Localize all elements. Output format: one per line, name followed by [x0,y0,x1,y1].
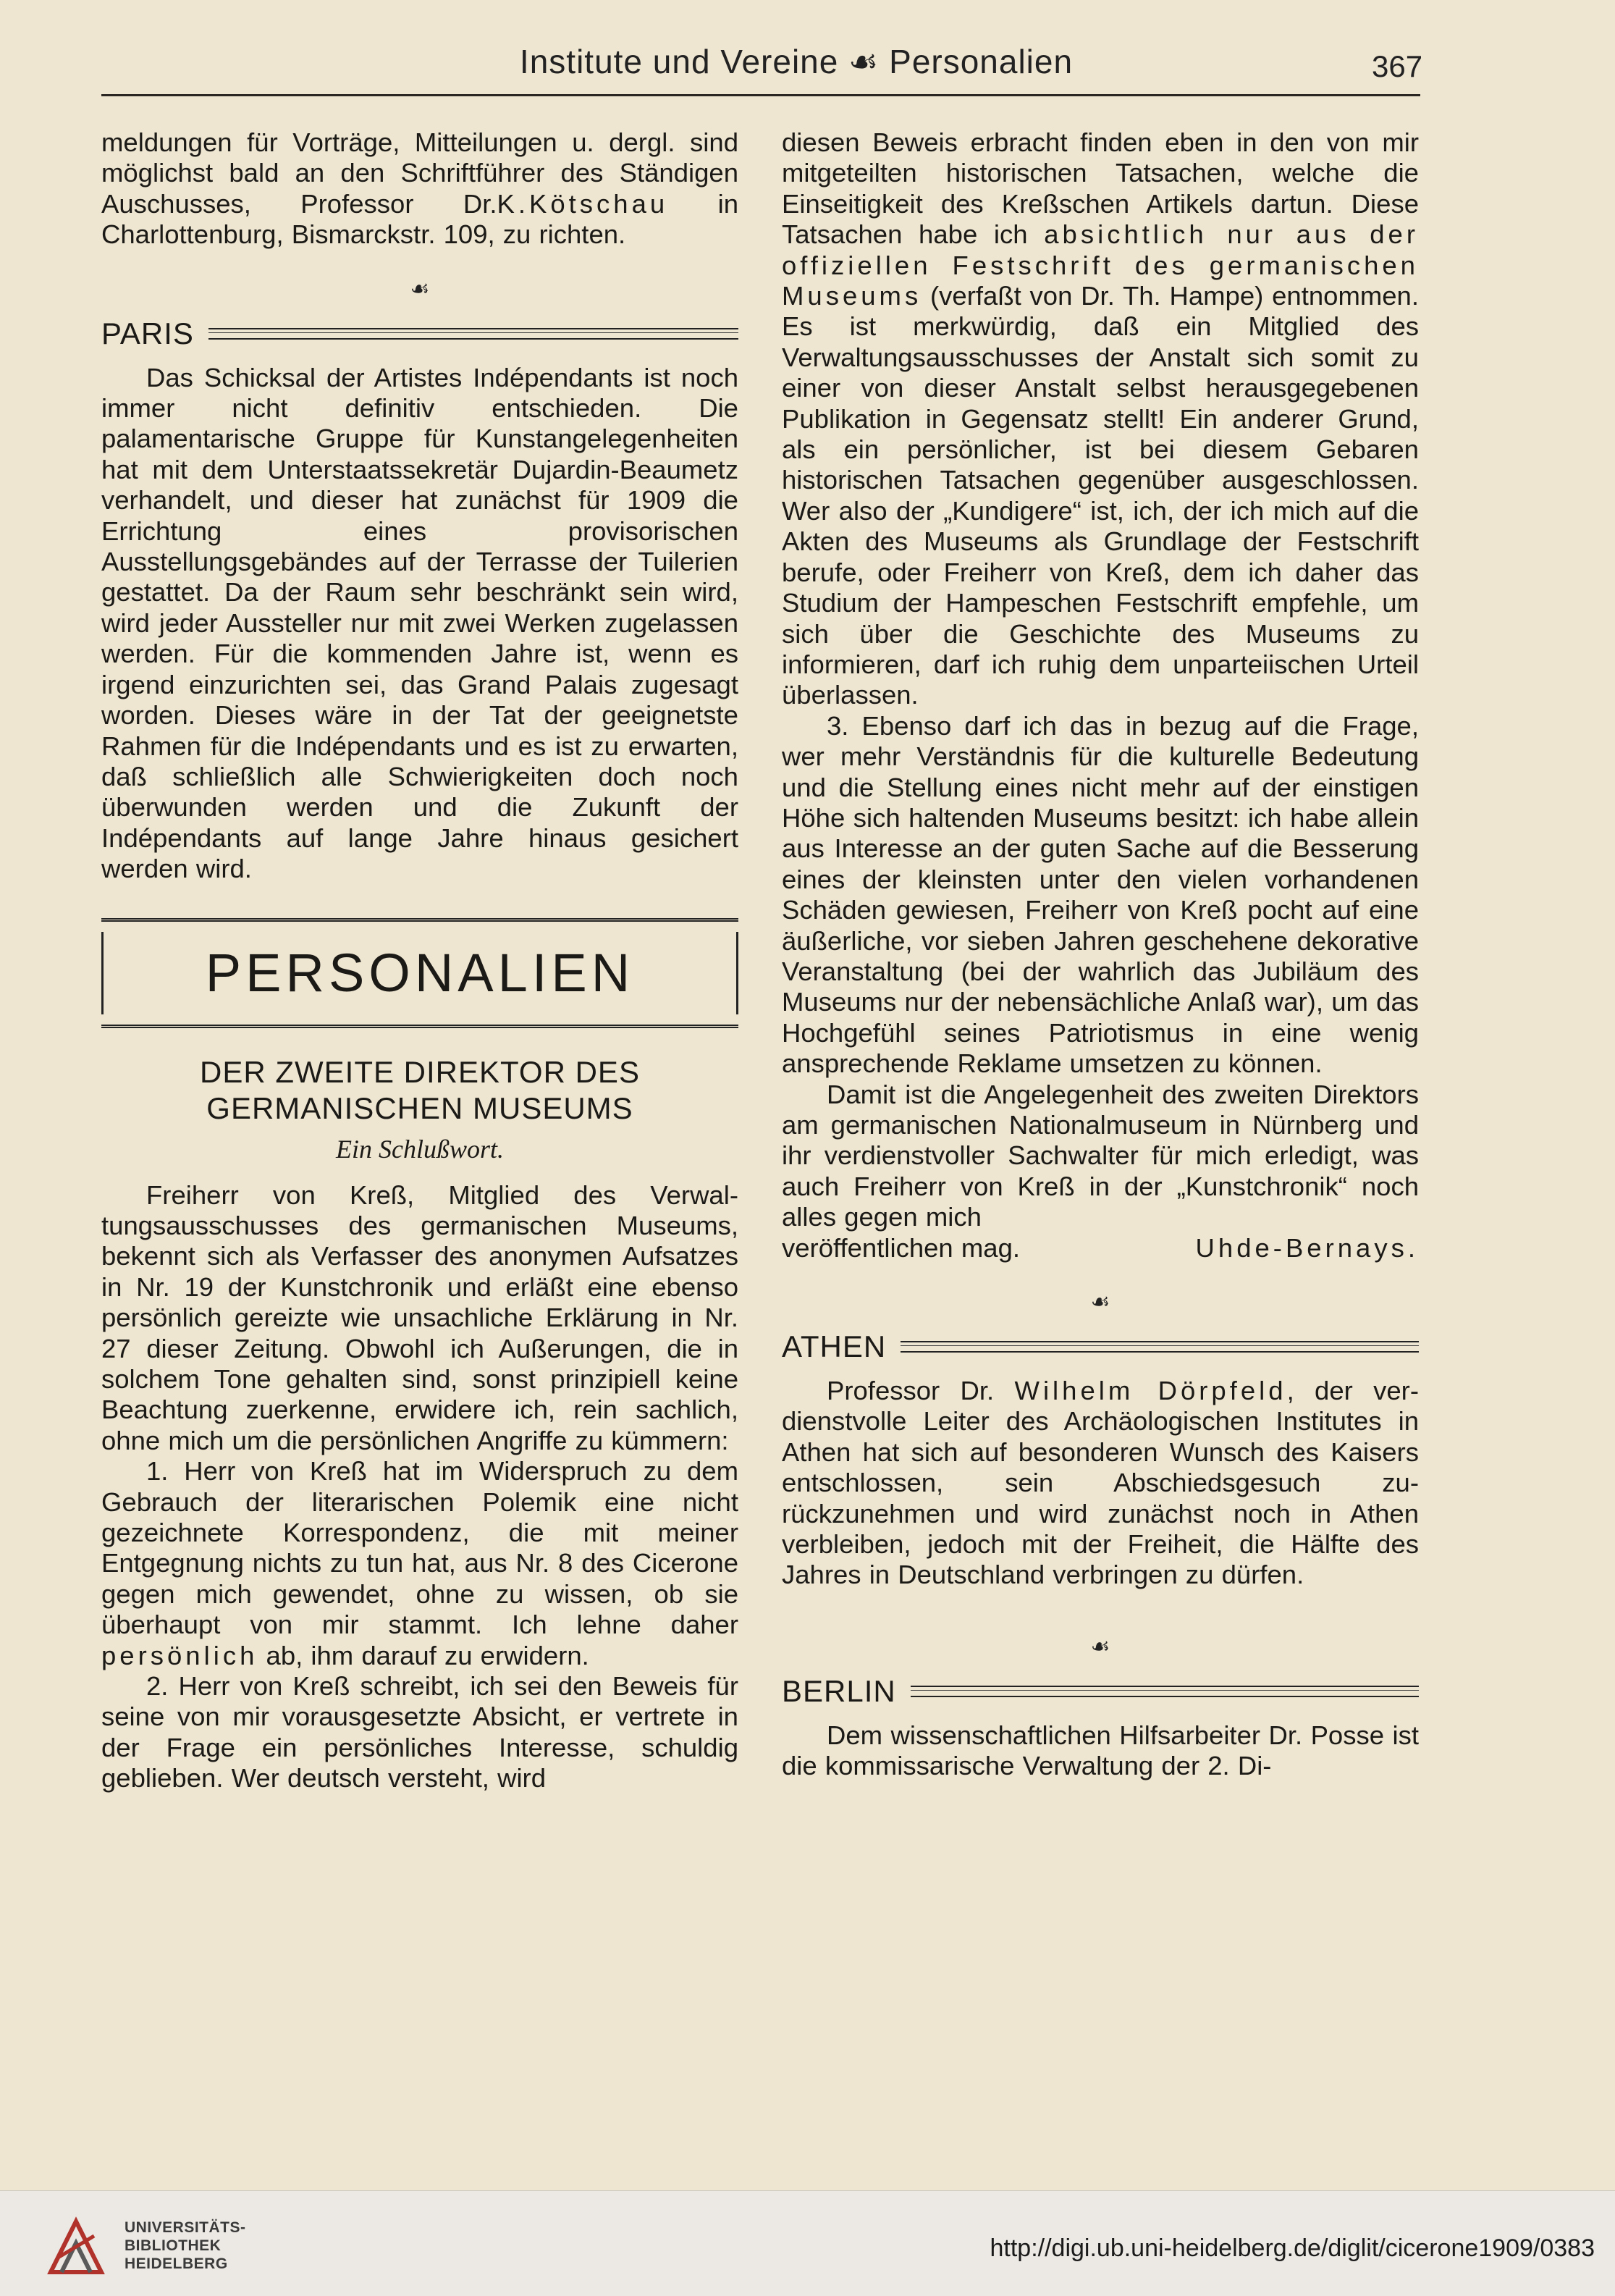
header-rule [101,94,1420,96]
heading-rule [208,328,738,340]
section-ornament: ☙ [410,277,430,301]
section-label: ATHEN [782,1329,887,1364]
section-label: BERLIN [782,1673,896,1708]
author-signature: Uhde-Bernays. [1195,1232,1419,1263]
paragraph-athen: Professor Dr. Wilhelm Dörpfeld, der verdienstvolle Leiter des Archäologischen Institutes in Athen hat sich auf besonderen Wunsch des Kaisers entschlossen, sein Abschiedsgesuch zurückzunehmen und wird zunächst noch in Athen verbleiben, jedoch mit der Freiheit, die Hälfte des Jahres in Deutschland verbringen zu dürfen. [782,1376,1419,1590]
running-title: Institute und Vereine ☙ Personalien [519,43,1074,80]
paragraph-berlin: Dem wissenschaftlichen Hilfsarbeiter Dr. Posse ist die kommissarische Verwaltung der 2. Di- [782,1720,1419,1781]
section-ornament: ☙ [1090,1634,1110,1659]
section-heading-paris [101,316,738,351]
library-name: UNIVERSITÄTS- BIBLIOTHEK HEIDELBERG [125,2219,246,2272]
personalien-title-box [101,918,738,1028]
paragraph-point-2: 2. Herr von Kreß schreibt, ich sei den Beweis für seine von mir vorausgesetzte Absicht, er vertrete in der Frage ein persönliches Interesse, schuldig geblieben. Wer deutsch versteht, wird [101,1671,738,1794]
heading-rule [901,1341,1419,1353]
section-ornament: ☙ [1090,1290,1110,1315]
paragraph-point-1: 1. Herr von Kreß hat im Widerspruch zu dem Gebrauch der literarischen Polemik eine nicht gezeichnete Korrespondenz, die mit meiner Entgegnung nichts zu tun hat, aus Nr. 8 des Cicerone gegen mich gewendet, ohne zu wissen, ob sie überhaupt von mir stammt. Ich lehne daher persönlich ab, ihm darauf zu erwidern. [101,1456,738,1670]
article-subtitle: Ein Schlußwort. [336,1134,504,1164]
paragraph-conclusion: Damit ist die Angelegenheit des zweiten Direktors am germanischen Nationalmuseum in Nürnberg und ihr verdienstvoller Sachwalter für mich erledigt, was auch Freiherr von Kreß in der „Kunstchronik“ noch alles gegen mich [782,1079,1419,1232]
digitization-footer [0,2190,1615,2296]
university-library-logo-icon [43,2214,109,2279]
right-column [782,127,1419,1782]
article-title: DER ZWEITE DIREKTOR DES GERMANISCHEN MUSEUMS [200,1054,640,1125]
left-column [101,127,738,1794]
paragraph-continued: diesen Beweis erbracht finden eben in den von mir mitgeteilten historischen Tatsachen, welche die Einseitigkeit des Kreßschen Artikels dartun. Diese Tatsachen habe ich absichtlich nur aus der offiziellen Festschrift des germanischen Museums (verfaßt von Dr. Th. Hampe) entnommen. Es ist merkwürdig, daß ein Mitglied des Verwaltungsausschusses der Anstalt sich somit zu einer von dieser Anstalt selbst herausgegebenen Publikation in Gegensatz stellt! Ein anderer Grund, als ein persönlicher, ist bei diesem Gebaren historischen Tatsachen gegenüber ausgeschlossen. Wer also der „Kundigere“ ist, ich, der ich mich auf die Akten des Museums als Grundlage der Festschrift berufe, oder Freiherr von Kreß, dem ich daher das Studium der Hampeschen Festschrift empfehle, um sich über die Geschichte des Museums zu informieren, darf ich ruhig dem unparteiischen Urteil überlassen. [782,127,1419,710]
signature-line: veröffentlichen mag. Uhde-Bernays. [782,1232,1419,1263]
heading-rule [911,1686,1419,1697]
source-url-link[interactable]: http://digi.ub.uni-heidelberg.de/diglit/cicerone1909/0383 [990,2234,1595,2262]
personalien-title: PERSONALIEN [205,943,635,1004]
section-heading-athen [782,1329,1419,1364]
paragraph-article-intro: Freiherr von Kreß, Mitglied des Verwaltungsausschusses des germanischen Museums, bekennt sich als Verfasser des anonymen Aufsatzes in Nr. 19 der Kunstchronik und erläßt eine ebenso persönlich gereizte wie unsachliche Erklärung in Nr. 27 dieser Zeitung. Obwohl ich Außerungen, die in solchem Tone gehalten sind, sonst prinzipiell keine Beachtung zuerkenne, erwidere ich, rein sachlich, ohne mich um die persönlichen Angriffe zu kümmern: [101,1179,738,1455]
paragraph-point-3: 3. Ebenso darf ich das in bezug auf die Frage, wer mehr Verständnis für die kulturelle Bedeutung und die Stellung eines nicht mehr auf der einstigen Höhe sich haltenden Museums besitzt: ich habe allein aus Interesse an der guten Sache auf die Besserung eines der kleinsten unter den vielen vorhandenen Schäden gewiesen, Freiherr von Kreß pocht auf eine äußerliche, vor sieben Jahren geschehene dekorative Veranstaltung (bei der wahrlich das Jubiläum des Museums nur der nebensächliche Anlaß war), um das Hochgefühl seines Patriotismus in eine wenig ansprechende Reklame umsetzen zu können. [782,710,1419,1079]
section-heading-berlin [782,1674,1419,1709]
page-number: 367 [1372,49,1423,83]
paragraph-announcement: meldungen für Vorträge, Mitteilungen u. dergl. sind möglichst bald an den Schriftführer des Ständigen Auschusses, Professor Dr.K.Kötschau in Charlottenburg, Bismarckstr. 109, zu richten. [101,127,738,250]
section-label: PARIS [101,316,194,350]
paragraph-paris: Das Schicksal der Artistes Indépendants ist noch immer nicht definitiv entschieden. Die palamentarische Gruppe für Kunstangelegenheiten hat mit dem Unterstaatssekretär Dujardin-Beaumetz verhandelt, und dieser hat zunächst für 1909 die Errichtung eines provisorischen Ausstellungsgebändes auf der Terrasse der Tuilerien gestattet. Da der Raum sehr beschränkt sein wird, wird jeder Aussteller nur mit zwei Werken zugelassen werden. Für die kommenden Jahre ist, wenn es irgend einzurichten sei, das Grand Palais zugesagt worden. Dieses wäre in der Tat der geeignetste Rahmen für die Indépendants und es ist zu erwarten, daß schließlich alle Schwierigkeiten doch noch überwunden werden und die Zukunft der Indépendants auf lange Jahre hinaus gesichert werden wird. [101,362,738,884]
